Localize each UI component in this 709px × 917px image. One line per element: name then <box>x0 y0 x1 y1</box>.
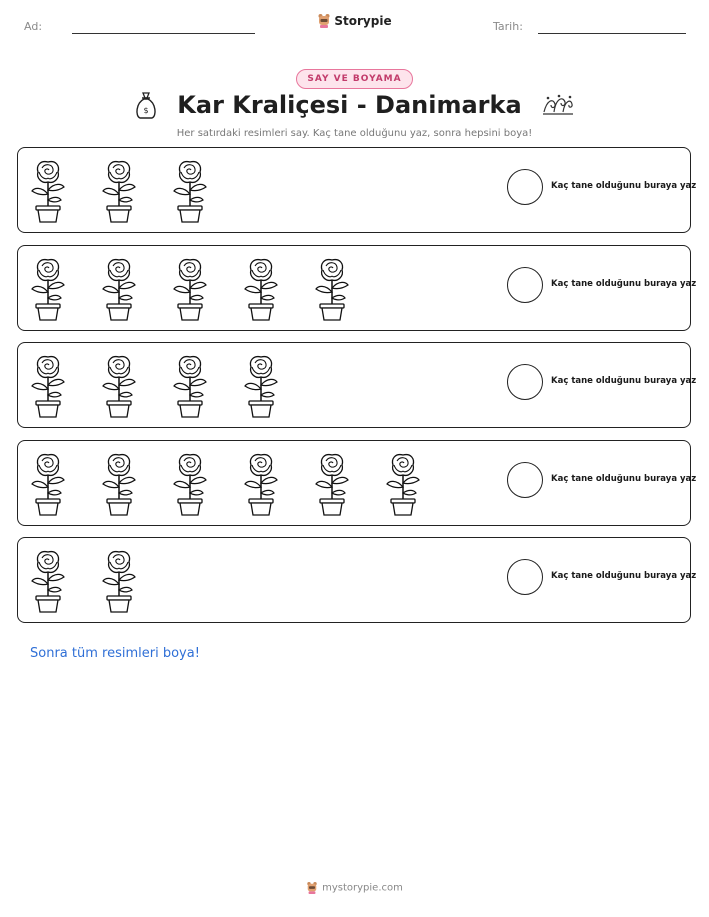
storypie-logo-icon <box>317 13 331 29</box>
title-row <box>0 90 709 120</box>
answer-hint: Kaç tane olduğunu buraya yaz <box>551 474 697 484</box>
answer-circle[interactable] <box>507 559 543 595</box>
potted-rose-icon <box>99 154 139 224</box>
answer-hint: Kaç tane olduğunu buraya yaz <box>551 181 697 191</box>
potted-rose-icon <box>28 349 68 419</box>
page-title: Kar Kraliçesi - Danimarka <box>177 91 522 119</box>
potted-rose-icon <box>28 544 68 614</box>
potted-rose-icon <box>99 447 139 517</box>
potted-rose-icon <box>383 447 423 517</box>
storypie-logo-icon <box>306 881 318 895</box>
name-field-line[interactable] <box>72 33 255 34</box>
potted-rose-icon <box>241 447 281 517</box>
instructions: Her satırdaki resimleri say. Kaç tane olduğunu yaz, sonra hepsini boya! <box>176 128 533 139</box>
activity-badge: SAY VE BOYAMA <box>296 69 412 89</box>
site-footer <box>0 881 709 895</box>
potted-rose-icon <box>312 252 352 322</box>
answer-circle[interactable] <box>507 462 543 498</box>
count-row <box>17 440 697 526</box>
potted-rose-icon <box>170 252 210 322</box>
name-label: Ad: <box>24 20 43 33</box>
answer-hint: Kaç tane olduğunu buraya yaz <box>551 571 697 581</box>
decorative-swirl-icon <box>541 92 575 118</box>
potted-rose-icon <box>28 154 68 224</box>
potted-rose-icon <box>170 349 210 419</box>
answer-hint: Kaç tane olduğunu buraya yaz <box>551 376 697 386</box>
site-url: mystorypie.com <box>322 882 403 894</box>
potted-rose-icon <box>312 447 352 517</box>
potted-rose-icon <box>99 544 139 614</box>
answer-hint: Kaç tane olduğunu buraya yaz <box>551 279 697 289</box>
count-row <box>17 245 697 331</box>
brand-header <box>0 13 709 29</box>
potted-rose-icon <box>28 252 68 322</box>
answer-circle[interactable] <box>507 169 543 205</box>
potted-rose-icon <box>241 349 281 419</box>
date-field-line[interactable] <box>538 33 686 34</box>
brand-name: Storypie <box>334 14 392 28</box>
count-row <box>17 537 697 623</box>
potted-rose-icon <box>99 349 139 419</box>
badge-wrap <box>0 66 709 89</box>
svg-text:$: $ <box>143 106 149 115</box>
answer-circle[interactable] <box>507 267 543 303</box>
money-bag-icon <box>134 90 158 120</box>
potted-rose-icon <box>28 447 68 517</box>
potted-rose-icon <box>170 447 210 517</box>
count-row <box>17 147 697 233</box>
potted-rose-icon <box>99 252 139 322</box>
date-label: Tarih: <box>493 20 523 33</box>
potted-rose-icon <box>170 154 210 224</box>
count-row <box>17 342 697 428</box>
potted-rose-icon <box>241 252 281 322</box>
answer-circle[interactable] <box>507 364 543 400</box>
footer-note: Sonra tüm resimleri boya! <box>30 646 200 661</box>
